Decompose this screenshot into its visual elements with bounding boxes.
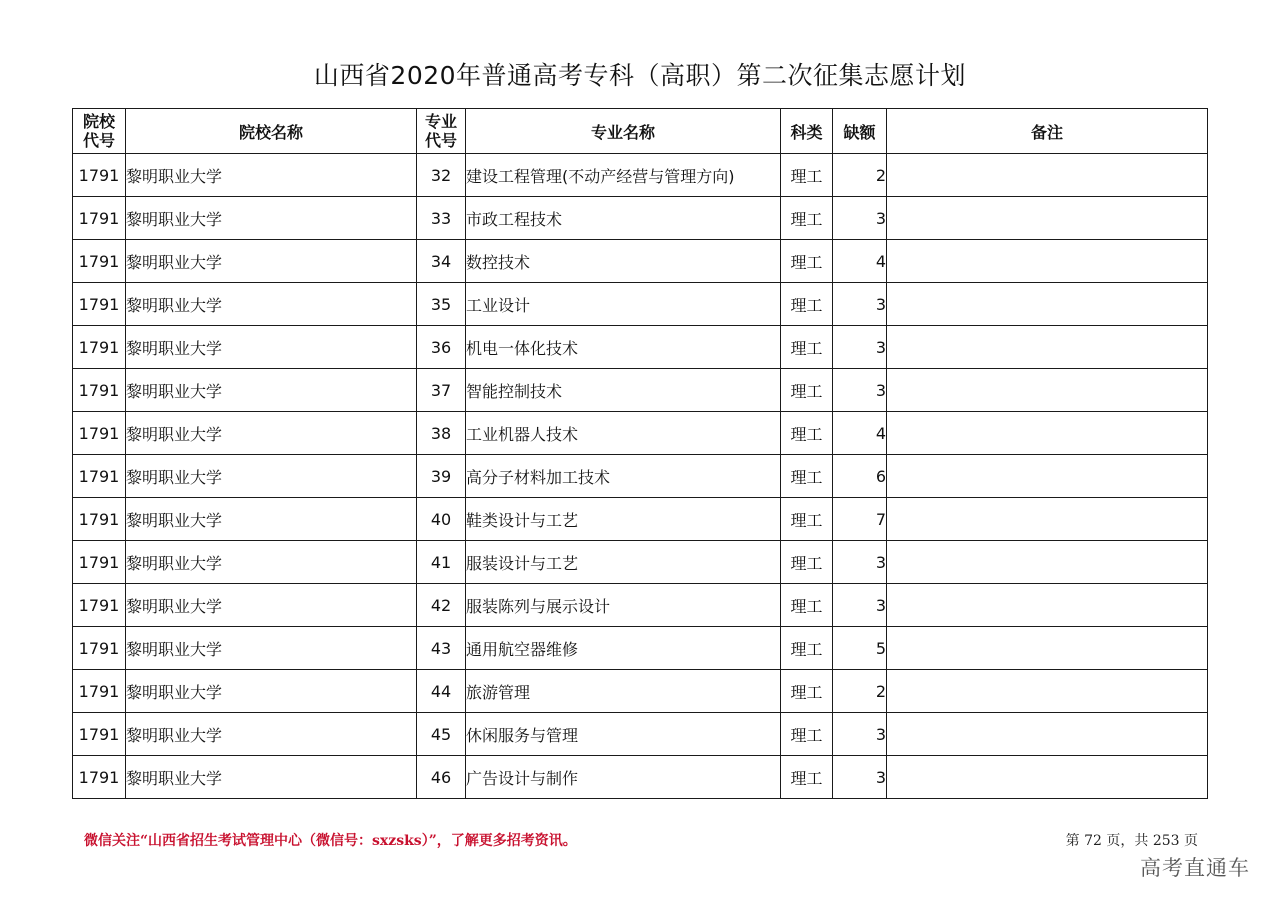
school-name-cell: 黎明职业大学 [126, 412, 417, 455]
category-cell: 理工 [781, 369, 833, 412]
header-school-name: 院校名称 [126, 109, 417, 154]
quota-cell: 4 [833, 412, 887, 455]
header-remarks: 备注 [887, 109, 1208, 154]
major-name-cell: 工业机器人技术 [466, 412, 781, 455]
category-cell: 理工 [781, 713, 833, 756]
table-row [73, 369, 1208, 412]
school-name-cell: 黎明职业大学 [126, 197, 417, 240]
category-cell: 理工 [781, 670, 833, 713]
quota-cell: 3 [833, 541, 887, 584]
major-code-cell: 35 [417, 283, 466, 326]
major-name-cell: 鞋类设计与工艺 [466, 498, 781, 541]
header-category: 科类 [781, 109, 833, 154]
page-title: 山西省2020年普通高考专科（高职）第二次征集志愿计划 [313, 61, 967, 90]
quota-cell: 3 [833, 326, 887, 369]
category-cell: 理工 [781, 541, 833, 584]
table-row [73, 197, 1208, 240]
major-code-cell: 40 [417, 498, 466, 541]
major-code-cell: 38 [417, 412, 466, 455]
major-name-cell: 广告设计与制作 [466, 756, 781, 799]
table-row [73, 670, 1208, 713]
school-code-cell: 1791 [73, 584, 126, 627]
table-body [73, 154, 1208, 799]
school-code-cell: 1791 [73, 498, 126, 541]
school-code-cell: 1791 [73, 756, 126, 799]
table-row [73, 756, 1208, 799]
category-cell: 理工 [781, 326, 833, 369]
header-major-code-line2: 代号 [424, 131, 457, 150]
school-name-cell: 黎明职业大学 [126, 455, 417, 498]
header-school-code-line2: 代号 [82, 131, 115, 150]
table-row [73, 498, 1208, 541]
category-cell: 理工 [781, 197, 833, 240]
table-row [73, 627, 1208, 670]
major-name-cell: 高分子材料加工技术 [466, 455, 781, 498]
header-major-code [417, 109, 466, 154]
school-name-cell: 黎明职业大学 [126, 283, 417, 326]
category-cell: 理工 [781, 584, 833, 627]
header-school-code-line1: 院校 [82, 112, 115, 131]
remarks-cell [887, 627, 1208, 670]
remarks-cell [887, 154, 1208, 197]
major-code-cell: 37 [417, 369, 466, 412]
table-header [73, 109, 1208, 154]
header-major-name: 专业名称 [466, 109, 781, 154]
quota-cell: 2 [833, 670, 887, 713]
major-code-cell: 36 [417, 326, 466, 369]
table-row [73, 713, 1208, 756]
remarks-cell [887, 412, 1208, 455]
category-cell: 理工 [781, 756, 833, 799]
quota-cell: 5 [833, 627, 887, 670]
remarks-cell [887, 756, 1208, 799]
major-code-cell: 32 [417, 154, 466, 197]
major-name-cell: 智能控制技术 [466, 369, 781, 412]
table-row [73, 412, 1208, 455]
remarks-cell [887, 283, 1208, 326]
school-code-cell: 1791 [73, 369, 126, 412]
school-name-cell: 黎明职业大学 [126, 584, 417, 627]
wechat-note: 微信关注“山西省招生考试管理中心（微信号：sxzsks）”，了解更多招考资讯。 [84, 833, 577, 849]
remarks-cell [887, 584, 1208, 627]
table-row [73, 584, 1208, 627]
school-code-cell: 1791 [73, 240, 126, 283]
major-code-cell: 43 [417, 627, 466, 670]
school-code-cell: 1791 [73, 713, 126, 756]
page-info: 第 72 页，共 253 页 [1065, 833, 1198, 849]
quota-cell: 3 [833, 369, 887, 412]
major-code-cell: 46 [417, 756, 466, 799]
major-name-cell: 休闲服务与管理 [466, 713, 781, 756]
school-code-cell: 1791 [73, 326, 126, 369]
school-code-cell: 1791 [73, 283, 126, 326]
school-name-cell: 黎明职业大学 [126, 154, 417, 197]
major-code-cell: 42 [417, 584, 466, 627]
school-name-cell: 黎明职业大学 [126, 498, 417, 541]
table-row [73, 240, 1208, 283]
quota-cell: 3 [833, 584, 887, 627]
major-code-cell: 44 [417, 670, 466, 713]
major-name-cell: 旅游管理 [466, 670, 781, 713]
table-row [73, 455, 1208, 498]
table-row [73, 541, 1208, 584]
major-name-cell: 通用航空器维修 [466, 627, 781, 670]
header-quota: 缺额 [833, 109, 887, 154]
category-cell: 理工 [781, 283, 833, 326]
plan-table [72, 108, 1208, 799]
quota-cell: 3 [833, 713, 887, 756]
school-name-cell: 黎明职业大学 [126, 756, 417, 799]
header-school-code [73, 109, 126, 154]
major-code-cell: 39 [417, 455, 466, 498]
major-code-cell: 34 [417, 240, 466, 283]
category-cell: 理工 [781, 455, 833, 498]
school-name-cell: 黎明职业大学 [126, 240, 417, 283]
category-cell: 理工 [781, 498, 833, 541]
school-code-cell: 1791 [73, 455, 126, 498]
remarks-cell [887, 240, 1208, 283]
quota-cell: 3 [833, 756, 887, 799]
table-row [73, 154, 1208, 197]
major-name-cell: 机电一体化技术 [466, 326, 781, 369]
school-name-cell: 黎明职业大学 [126, 326, 417, 369]
major-name-cell: 工业设计 [466, 283, 781, 326]
major-name-cell: 建设工程管理(不动产经营与管理方向) [466, 154, 781, 197]
table-row [73, 283, 1208, 326]
school-name-cell: 黎明职业大学 [126, 369, 417, 412]
major-code-cell: 33 [417, 197, 466, 240]
remarks-cell [887, 498, 1208, 541]
major-name-cell: 市政工程技术 [466, 197, 781, 240]
major-name-cell: 数控技术 [466, 240, 781, 283]
remarks-cell [887, 541, 1208, 584]
remarks-cell [887, 197, 1208, 240]
quota-cell: 7 [833, 498, 887, 541]
school-code-cell: 1791 [73, 627, 126, 670]
remarks-cell [887, 369, 1208, 412]
school-code-cell: 1791 [73, 197, 126, 240]
watermark: 高考直通车 [1140, 856, 1250, 880]
quota-cell: 3 [833, 197, 887, 240]
school-code-cell: 1791 [73, 154, 126, 197]
quota-cell: 4 [833, 240, 887, 283]
header-row [73, 109, 1208, 154]
school-code-cell: 1791 [73, 412, 126, 455]
major-name-cell: 服装设计与工艺 [466, 541, 781, 584]
school-name-cell: 黎明职业大学 [126, 627, 417, 670]
quota-cell: 3 [833, 283, 887, 326]
category-cell: 理工 [781, 412, 833, 455]
major-name-cell: 服装陈列与展示设计 [466, 584, 781, 627]
remarks-cell [887, 713, 1208, 756]
school-code-cell: 1791 [73, 541, 126, 584]
quota-cell: 2 [833, 154, 887, 197]
remarks-cell [887, 455, 1208, 498]
school-name-cell: 黎明职业大学 [126, 541, 417, 584]
header-major-code-line1: 专业 [424, 112, 457, 131]
remarks-cell [887, 326, 1208, 369]
category-cell: 理工 [781, 154, 833, 197]
category-cell: 理工 [781, 627, 833, 670]
table-row [73, 326, 1208, 369]
major-code-cell: 45 [417, 713, 466, 756]
school-code-cell: 1791 [73, 670, 126, 713]
major-code-cell: 41 [417, 541, 466, 584]
school-name-cell: 黎明职业大学 [126, 713, 417, 756]
remarks-cell [887, 670, 1208, 713]
quota-cell: 6 [833, 455, 887, 498]
category-cell: 理工 [781, 240, 833, 283]
school-name-cell: 黎明职业大学 [126, 670, 417, 713]
